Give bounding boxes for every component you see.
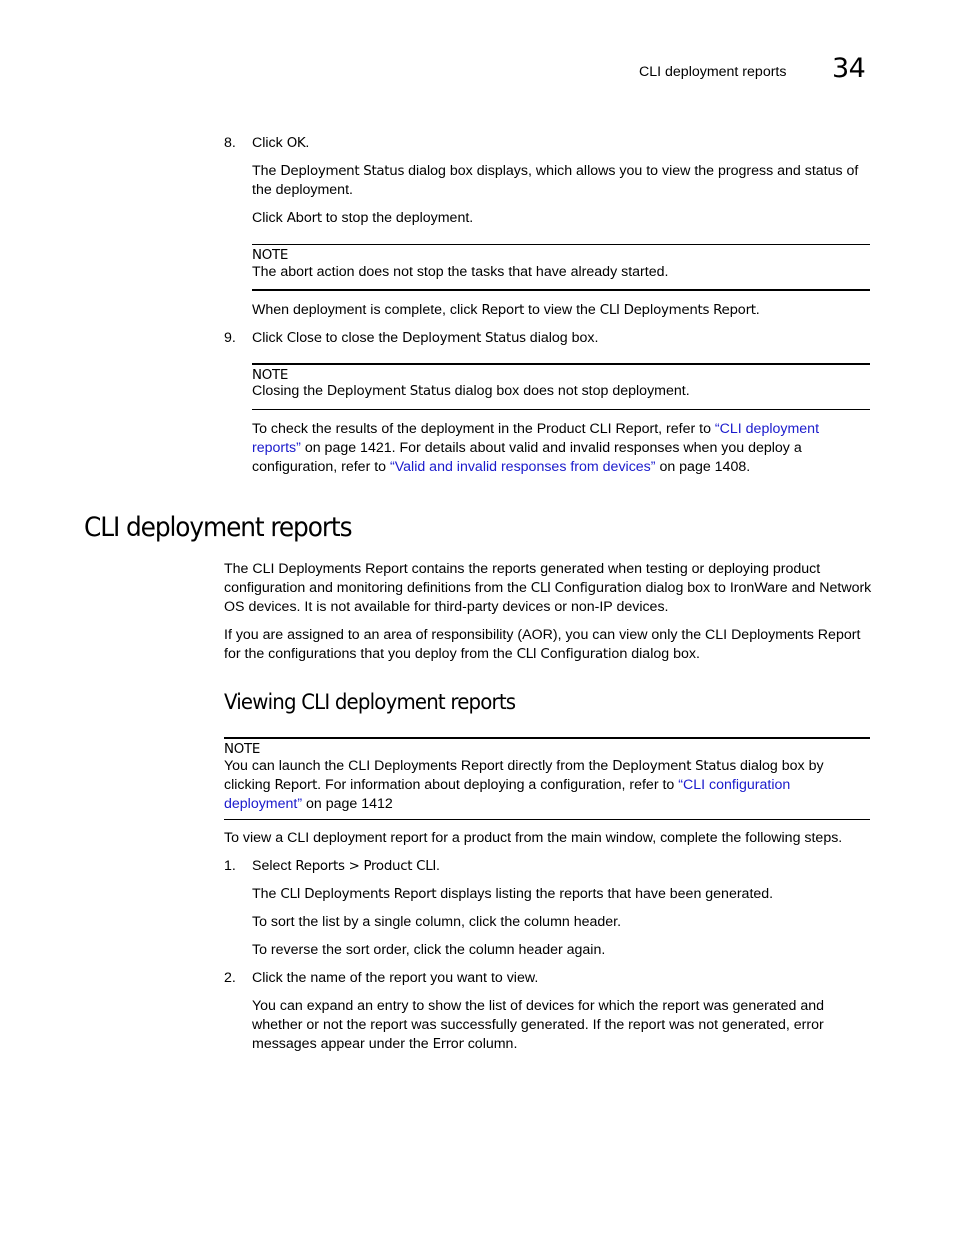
note-1-heading: NOTE [252,248,288,263]
section-paragraph-1: The CLI Deployments Report contains the reports generated when testing or deploying product configuration and monitoring definitions from the CLI Configuration dialog box to IronWare and Network OS devices. It is not available for third-party devices or non-IP devices. [224,561,872,615]
step-1-sort: To sort the list by a single column, click the column header. [252,914,622,930]
subsection-title: Viewing CLI deployment reports [224,690,516,715]
step-9-text: Click Close to close the Deployment Status dialog box. [252,330,599,346]
step-2-number: 2. [224,970,236,986]
step-2-desc: You can expand an entry to show the list of devices for which the report was generated and whether or not the report was successfully generated. If the report was not generated, error messages appear under the Error column. [252,998,825,1052]
step-8-text: Click OK. [252,135,310,151]
step-9-number: 9. [224,330,236,346]
note-3-bottom-rule [224,819,870,820]
section-title: CLI deployment reports [84,512,352,543]
valid-invalid-responses-link[interactable]: “Valid and invalid responses from devices” [390,459,656,475]
note-3-text: You can launch the CLI Deployments Report directly from the Deployment Status dialog box by clicking Report. For information about deploying a configuration, refer to “CLI configuration deployment” on page 1412 [224,758,824,812]
step-1-reverse: To reverse the sort order, click the column header again. [252,942,606,958]
step-1-text: Select Reports > Product CLI. [252,858,440,874]
note-2-bottom-rule [252,409,870,410]
note-3-heading: NOTE [224,742,260,757]
check-results-paragraph: To check the results of the deployment in the Product CLI Report, refer to “CLI deployment reports” on page 1421. For details about valid and invalid responses when you deploy a configuration, refer to “Valid and invalid responses from devices” on page 1408. [252,421,820,475]
deployment-complete-text: When deployment is complete, click Report to view the CLI Deployments Report. [252,302,760,318]
note-3-top-rule [224,737,870,739]
cli-configuration-deployment-link[interactable]: “CLI configuration deployment” [224,777,791,812]
step-8-number: 8. [224,135,236,151]
section-paragraph-2: If you are assigned to an area of responsibility (AOR), you can view only the CLI Deployments Report for the configurations that you deploy from the CLI Configuration dialog box. [224,627,861,662]
note-1-text: The abort action does not stop the tasks that have already started. [252,264,669,280]
running-header [639,64,786,80]
note-2-text: Closing the Deployment Status dialog box does not stop deployment. [252,383,690,399]
ok-label: OK [286,136,306,151]
note-2-top-rule [252,363,870,365]
note-1-bottom-rule [252,289,870,291]
step-1-number: 1. [224,858,236,874]
step-1-desc: The CLI Deployments Report displays listing the reports that have been generated. [252,886,774,902]
chapter-number: 34 [832,53,866,84]
step-2-text: Click the name of the report you want to view. [252,970,539,986]
step-8-desc: The Deployment Status dialog box displays, which allows you to view the progress and status of the deployment. [252,163,859,198]
note-1-top-rule [252,244,870,245]
step-8-abort: Click Abort to stop the deployment. [252,210,474,226]
note-2-heading: NOTE [252,368,288,383]
cli-deployment-reports-link[interactable]: “CLI deployment reports” [252,421,820,456]
running-title: CLI deployment reports [639,64,787,80]
intro-text: To view a CLI deployment report for a product from the main window, complete the following steps. [224,830,843,846]
